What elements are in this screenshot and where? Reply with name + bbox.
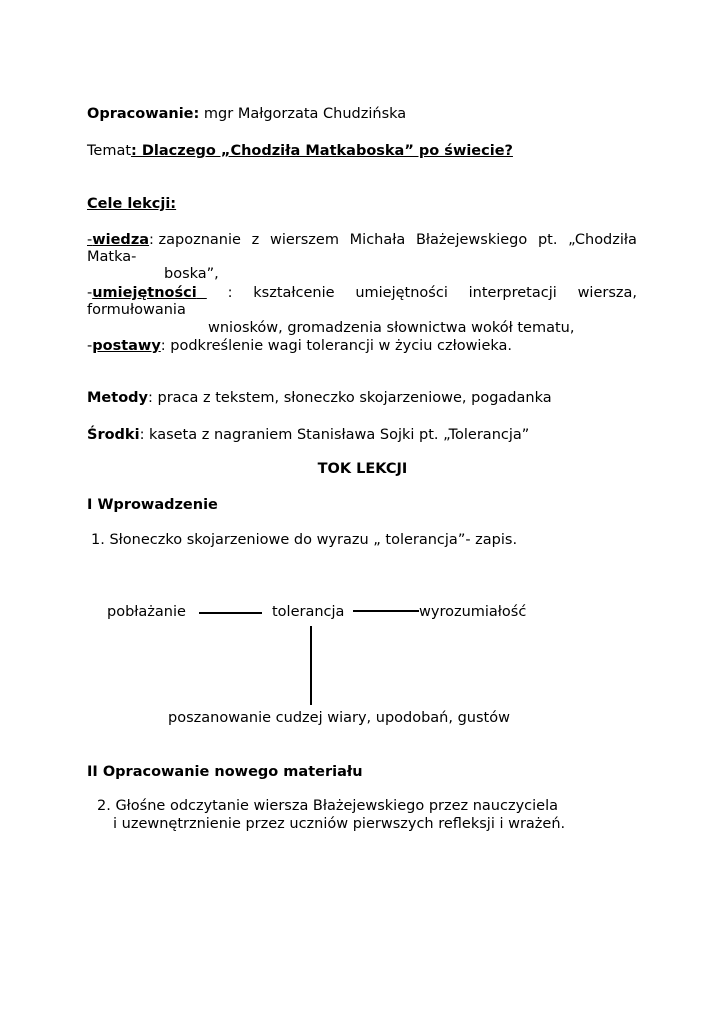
author-name: mgr Małgorzata Chudzińska [203, 106, 407, 122]
goal-wiedza-line2: Matka- [87, 249, 137, 265]
section2-item2-line1: 2. Głośne odczytanie wiersza Błażejewskiego przez nauczyciela [97, 798, 558, 814]
section1-item1: 1. Słoneczko skojarzeniowe do wyrazu „ tolerancja”- zapis. [91, 532, 518, 548]
section1-heading: I Wprowadzenie [87, 497, 218, 513]
author-label: Opracowanie: [87, 106, 200, 122]
goal-umiejetnosci-label: umiejętności [92, 285, 197, 301]
goal-wiedza-dash: - [87, 232, 93, 248]
author-line [87, 106, 406, 122]
lesson-heading: TOK LEKCJI [317, 461, 408, 477]
section2-heading: II Opracowanie nowego materiału [87, 764, 363, 780]
goal-wiedza-line3: boska”, [164, 266, 219, 282]
topic-label: Temat [87, 143, 132, 159]
diagram-connector-down [310, 626, 312, 705]
topic-value: : Dlaczego „Chodziła Matkaboska” po świecie? [131, 143, 513, 159]
goal-umiejetnosci-line2: formułowania [87, 302, 186, 318]
diagram-right: wyrozumiałość [419, 604, 527, 620]
goal-umiejetnosci-dash: - [87, 285, 93, 301]
diagram-center: tolerancja [272, 604, 345, 620]
diagram-bottom: poszanowanie cudzej wiary, upodobań, gustów [168, 710, 510, 726]
goal-wiedza-line1: -wiedza: zapoznanie z wierszem Michała Błażejewskiego pt. „Chodziła [87, 232, 637, 248]
goal-postawy: -postawy: podkreślenie wagi tolerancji w życiu człowieka. [87, 338, 513, 354]
goal-postawy-label: postawy [92, 338, 161, 354]
diagram-connector-right [353, 610, 419, 612]
section2-item2-line2: i uzewnętrznienie przez uczniów pierwszych refleksji i wrażeń. [113, 816, 566, 832]
methods-line: Metody: praca z tekstem, słoneczko skojarzeniowe, pogadanka [87, 390, 552, 406]
goals-heading: Cele lekcji: [87, 196, 177, 212]
goal-umiejetnosci-line3: wniosków, gromadzenia słownictwa wokół tematu, [208, 320, 575, 336]
diagram-connector-left [199, 612, 262, 614]
methods-label: Metody [87, 390, 148, 406]
means-label: Środki [87, 427, 140, 443]
goal-umiejetnosci-line1: -umiejętności : kształcenie umiejętności interpretacji wiersza, [87, 285, 637, 301]
means-line: Środki: kaseta z nagraniem Stanisława Sojki pt. „Tolerancja” [87, 427, 530, 443]
goal-wiedza-label: wiedza [92, 232, 150, 248]
diagram-left: pobłażanie [107, 604, 186, 620]
topic-line [87, 143, 513, 159]
